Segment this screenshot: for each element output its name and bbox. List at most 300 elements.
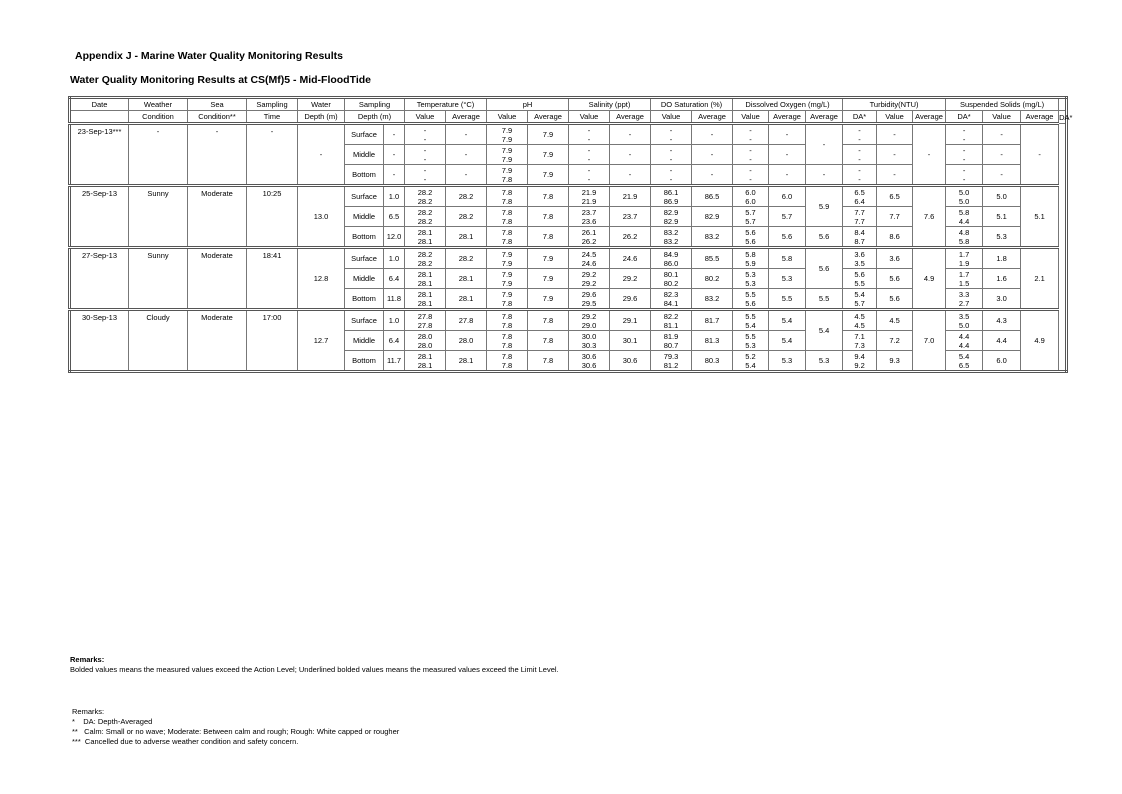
sampling-depth-cell: 6.5 — [384, 207, 405, 227]
temp-average: 27.8 — [446, 310, 487, 331]
do-saturation-values-1: 82.3 — [663, 289, 679, 299]
temp-average: 28.0 — [446, 331, 487, 351]
do-saturation-values — [651, 269, 692, 289]
ph-values-1: 7.8 — [501, 311, 513, 321]
suspended-solids-values-1: 4.4 — [958, 331, 970, 341]
footnote-da: * DA: Depth-Averaged — [72, 717, 153, 726]
water-depth-cell: - — [298, 124, 345, 186]
do-saturation-values — [651, 186, 692, 207]
subheader: Condition — [129, 111, 188, 124]
do-values-2: 5.4 — [745, 360, 756, 370]
table-row — [70, 248, 1067, 269]
do-values-1: 5.7 — [745, 207, 756, 217]
salinity-values — [569, 124, 610, 145]
turbidity-values-1: 8.4 — [854, 227, 865, 237]
suspended-solids-depth-averaged: 2.1 — [1021, 248, 1059, 310]
do-saturation-values-2: - — [669, 174, 673, 184]
ph-values-2: 7.8 — [501, 298, 513, 308]
suspended-solids-values-1: 5.8 — [958, 207, 970, 217]
suspended-solids-values-1: 3.3 — [958, 289, 970, 299]
suspended-solids-average: 1.6 — [983, 269, 1021, 289]
ph-average: 7.8 — [528, 207, 569, 227]
ph-values-2: 7.8 — [501, 340, 513, 350]
header-do-saturation: DO Saturation (%) — [651, 98, 733, 111]
sampling-time-cell: - — [247, 124, 298, 186]
temp-values-2: - — [423, 154, 427, 164]
suspended-solids-average: 5.1 — [983, 207, 1021, 227]
turbidity-values-1: 4.5 — [854, 311, 865, 321]
date-cell: 25-Sep-13 — [70, 186, 129, 248]
temp-values-2: 27.8 — [417, 320, 433, 330]
ph-average: 7.9 — [528, 248, 569, 269]
sampling-level-cell: Bottom — [345, 351, 384, 372]
do-saturation-average: 81.3 — [692, 331, 733, 351]
turbidity-values-2: 6.4 — [854, 196, 865, 206]
temp-values-1: 28.1 — [417, 351, 433, 361]
turbidity-values — [843, 248, 877, 269]
ph-values — [487, 227, 528, 248]
header-dissolved-oxygen: Dissolved Oxygen (mg/L) — [733, 98, 843, 111]
salinity-values-2: 23.6 — [581, 216, 597, 226]
suspended-solids-values-1: - — [962, 125, 966, 135]
do-values-2: 5.3 — [745, 340, 756, 350]
do-saturation-values-2: 80.2 — [663, 278, 679, 288]
do-values-2: 6.0 — [745, 196, 756, 206]
weather-cell: Sunny — [129, 186, 188, 248]
salinity-values — [569, 186, 610, 207]
temp-values-2: 28.2 — [417, 258, 433, 268]
water-quality-table — [68, 96, 1073, 373]
do-saturation-values — [651, 331, 692, 351]
suspended-solids-average: 1.8 — [983, 248, 1021, 269]
turbidity-values-2: 3.5 — [854, 258, 865, 268]
do-values — [733, 207, 769, 227]
temp-values — [405, 351, 446, 372]
turbidity-average: - — [877, 124, 913, 145]
temp-values — [405, 269, 446, 289]
turbidity-values-1: - — [858, 165, 861, 175]
do-saturation-average: 80.3 — [692, 351, 733, 372]
do-values-2: - — [749, 174, 752, 184]
temp-average: 28.1 — [446, 227, 487, 248]
sampling-depth-cell: - — [384, 165, 405, 186]
turbidity-average: - — [877, 165, 913, 186]
sampling-level-cell: Middle — [345, 269, 384, 289]
turbidity-values — [843, 186, 877, 207]
do-values — [733, 145, 769, 165]
temp-values-1: - — [423, 145, 427, 155]
salinity-values-1: 29.2 — [581, 311, 597, 321]
temp-values-1: - — [423, 125, 427, 135]
salinity-values — [569, 289, 610, 310]
salinity-values-1: - — [587, 145, 591, 155]
do-saturation-values-1: 82.2 — [663, 311, 679, 321]
turbidity-values — [843, 310, 877, 331]
salinity-values — [569, 207, 610, 227]
do-values — [733, 310, 769, 331]
do-saturation-values — [651, 248, 692, 269]
subheader: Value — [733, 111, 769, 124]
ph-values-1: 7.8 — [501, 207, 513, 217]
do-saturation-values-1: - — [669, 145, 673, 155]
do-values — [733, 248, 769, 269]
do-values-1: - — [749, 145, 752, 155]
remarks-heading: Remarks: — [70, 655, 105, 664]
temp-average: - — [446, 165, 487, 186]
ph-values — [487, 207, 528, 227]
ph-values-1: 7.8 — [501, 227, 513, 237]
temp-values-1: 28.1 — [417, 227, 433, 237]
salinity-values-1: 23.7 — [581, 207, 597, 217]
ph-values-2: 7.8 — [501, 320, 513, 330]
temp-values-2: 28.2 — [417, 216, 433, 226]
do-saturation-values-1: - — [669, 125, 673, 135]
sampling-level-cell: Bottom — [345, 165, 384, 186]
do-values-2: 5.4 — [745, 320, 756, 330]
subheader: Value — [877, 111, 913, 124]
suspended-solids-values-1: 3.5 — [958, 311, 970, 321]
do-saturation-values-2: - — [669, 134, 673, 144]
do-saturation-average: 82.9 — [692, 207, 733, 227]
salinity-values — [569, 269, 610, 289]
turbidity-values — [843, 289, 877, 310]
subheader: Average — [806, 111, 843, 124]
turbidity-average: 7.7 — [877, 207, 913, 227]
do-saturation-values — [651, 351, 692, 372]
suspended-solids-depth-averaged: - — [1021, 124, 1059, 186]
ph-values-1: 7.9 — [501, 269, 513, 279]
turbidity-values-1: - — [858, 145, 861, 155]
ph-average: 7.8 — [528, 227, 569, 248]
ph-values-2: 7.9 — [501, 258, 513, 268]
turbidity-depth-averaged: 7.6 — [913, 186, 946, 248]
sampling-depth-cell: 1.0 — [384, 186, 405, 207]
salinity-values — [569, 227, 610, 248]
ph-values-1: 7.9 — [501, 165, 513, 175]
water-depth-cell: 12.8 — [298, 248, 345, 310]
suspended-solids-values-2: 4.4 — [958, 340, 970, 350]
turbidity-values-2: - — [858, 174, 861, 184]
suspended-solids-values-1: - — [962, 165, 966, 175]
ph-values-2: 7.8 — [501, 236, 513, 246]
suspended-solids-values-2: - — [962, 134, 966, 144]
ph-values-1: 7.9 — [501, 125, 513, 135]
temp-average: 28.2 — [446, 248, 487, 269]
do-values-2: 5.6 — [745, 298, 756, 308]
temp-values-2: 28.1 — [417, 278, 433, 288]
suspended-solids-values-2: - — [962, 174, 966, 184]
salinity-values-2: 29.0 — [581, 320, 597, 330]
ph-values — [487, 310, 528, 331]
suspended-solids-average: 5.3 — [983, 227, 1021, 248]
do-saturation-values — [651, 124, 692, 145]
salinity-values-2: 26.2 — [581, 236, 597, 246]
ph-values-1: 7.9 — [501, 249, 513, 259]
salinity-values-1: 30.0 — [581, 331, 597, 341]
do-values-2: - — [749, 134, 752, 144]
ph-values — [487, 145, 528, 165]
turbidity-values — [843, 331, 877, 351]
do-saturation-values-1: 81.9 — [663, 331, 679, 341]
temp-average: - — [446, 124, 487, 145]
temp-average: 28.1 — [446, 289, 487, 310]
do-saturation-average: 85.5 — [692, 248, 733, 269]
do-values-1: - — [749, 165, 752, 175]
turbidity-values-2: 9.2 — [854, 360, 865, 370]
suspended-solids-average: - — [983, 124, 1021, 145]
do-saturation-values-1: 83.2 — [663, 227, 679, 237]
sampling-depth-cell: 11.8 — [384, 289, 405, 310]
suspended-solids-values-2: - — [962, 154, 966, 164]
appendix-title: Appendix J - Marine Water Quality Monitoring Results — [75, 50, 343, 62]
do-values-1: 5.2 — [745, 351, 756, 361]
sea-condition-cell: Moderate — [188, 310, 247, 372]
header-turbidity: Turbidity(NTU) — [843, 98, 946, 111]
salinity-values — [569, 248, 610, 269]
salinity-average: 21.9 — [610, 186, 651, 207]
ph-values-1: 7.8 — [501, 331, 513, 341]
do-saturation-values-1: 80.1 — [663, 269, 679, 279]
do-depth-averaged: 5.9 — [806, 186, 843, 227]
do-values-2: 5.6 — [745, 236, 756, 246]
do-values-1: 5.6 — [745, 227, 756, 237]
do-values-2: 5.3 — [745, 278, 756, 288]
ph-average: 7.9 — [528, 145, 569, 165]
do-values — [733, 165, 769, 186]
temp-average: 28.1 — [446, 351, 487, 372]
turbidity-average: 3.6 — [877, 248, 913, 269]
suspended-solids-average: 4.3 — [983, 310, 1021, 331]
turbidity-average: 5.6 — [877, 289, 913, 310]
turbidity-values-2: 7.3 — [854, 340, 865, 350]
temp-values-2: - — [423, 174, 427, 184]
salinity-values — [569, 165, 610, 186]
salinity-average: - — [610, 165, 651, 186]
temp-values-1: 28.2 — [417, 207, 433, 217]
ph-average: 7.8 — [528, 310, 569, 331]
sampling-depth-cell: - — [384, 124, 405, 145]
do-values-2: 5.7 — [745, 216, 756, 226]
sampling-level-cell: Bottom — [345, 227, 384, 248]
temp-values-1: 28.1 — [417, 269, 433, 279]
ph-values-1: 7.8 — [501, 187, 513, 197]
do-saturation-values — [651, 145, 692, 165]
turbidity-values — [843, 351, 877, 372]
header-weather: Weather — [129, 98, 188, 111]
temp-values-1: - — [423, 165, 427, 175]
suspended-solids-average: - — [983, 165, 1021, 186]
turbidity-depth-averaged: 7.0 — [913, 310, 946, 372]
suspended-solids-average: - — [983, 145, 1021, 165]
subheader: Time — [247, 111, 298, 124]
do-saturation-values-1: 86.1 — [663, 187, 679, 197]
salinity-values — [569, 351, 610, 372]
turbidity-values-1: 5.4 — [854, 289, 865, 299]
suspended-solids-values-2: 5.8 — [958, 236, 970, 246]
suspended-solids-values — [946, 310, 983, 331]
salinity-values-2: 29.2 — [581, 278, 597, 288]
turbidity-values-2: 7.7 — [854, 216, 865, 226]
do-saturation-average: 86.5 — [692, 186, 733, 207]
subheader: Condition** — [188, 111, 247, 124]
ph-values — [487, 331, 528, 351]
suspended-solids-values-2: 5.0 — [958, 320, 970, 330]
sampling-depth-cell: 6.4 — [384, 331, 405, 351]
sampling-depth-cell: 1.0 — [384, 248, 405, 269]
turbidity-depth-averaged: 4.9 — [913, 248, 946, 310]
do-values-1: - — [749, 125, 752, 135]
table-row — [70, 124, 1067, 145]
sampling-level-cell: Surface — [345, 248, 384, 269]
sampling-depth-cell: 1.0 — [384, 310, 405, 331]
turbidity-average: 5.6 — [877, 269, 913, 289]
do-values-1: 6.0 — [745, 187, 756, 197]
footnote-sea-condition: ** Calm: Small or no wave; Moderate: Between calm and rough; Rough: White capped or rougher — [72, 727, 400, 736]
suspended-solids-average: 5.0 — [983, 186, 1021, 207]
ph-values-2: 7.8 — [501, 360, 513, 370]
suspended-solids-values — [946, 248, 983, 269]
salinity-values — [569, 145, 610, 165]
do-saturation-values — [651, 310, 692, 331]
do-bottom-value: 5.6 — [806, 227, 843, 248]
temp-values — [405, 207, 446, 227]
sea-condition-cell: Moderate — [188, 248, 247, 310]
do-depth-averaged: 5.4 — [806, 310, 843, 351]
date-cell: 30-Sep-13 — [70, 310, 129, 372]
turbidity-average: 7.2 — [877, 331, 913, 351]
remarks-text: Bolded values means the measured values exceed the Action Level; Underlined bolded values means the measured values exceed the Limit Level. — [70, 665, 559, 674]
salinity-values-2: - — [587, 154, 591, 164]
suspended-solids-values-1: 1.7 — [958, 269, 970, 279]
salinity-values-1: 29.6 — [581, 289, 597, 299]
sampling-level-cell: Surface — [345, 124, 384, 145]
subheader: Value — [983, 111, 1021, 124]
do-average: - — [769, 145, 806, 165]
suspended-solids-values — [946, 269, 983, 289]
temp-values-1: 27.8 — [417, 311, 433, 321]
suspended-solids-depth-averaged: 4.9 — [1021, 310, 1059, 372]
remarks-heading: Remarks: — [72, 707, 105, 716]
turbidity-values-1: - — [858, 125, 861, 135]
table-row — [70, 310, 1067, 331]
subheader: Average — [528, 111, 569, 124]
footnote-cancelled: *** Cancelled due to adverse weather condition and safety concern. — [72, 737, 299, 746]
salinity-values — [569, 310, 610, 331]
turbidity-values — [843, 124, 877, 145]
turbidity-values-1: 7.1 — [854, 331, 865, 341]
do-average: 5.5 — [769, 289, 806, 310]
suspended-solids-values-1: 5.0 — [958, 187, 970, 197]
temp-values-1: 28.1 — [417, 289, 433, 299]
weather-cell: Cloudy — [129, 310, 188, 372]
water-depth-cell: 13.0 — [298, 186, 345, 248]
do-depth-averaged: 5.6 — [806, 248, 843, 289]
salinity-values-1: 26.1 — [581, 227, 597, 237]
sampling-level-cell: Middle — [345, 145, 384, 165]
subheader: Average — [692, 111, 733, 124]
salinity-values-1: - — [587, 125, 591, 135]
salinity-values-2: 21.9 — [581, 196, 597, 206]
suspended-solids-values-1: 1.7 — [958, 249, 970, 259]
header-date: Date — [70, 98, 129, 111]
do-average: 5.6 — [769, 227, 806, 248]
ph-values — [487, 248, 528, 269]
salinity-values-1: - — [587, 165, 591, 175]
suspended-solids-values — [946, 207, 983, 227]
header-ph: pH — [487, 98, 569, 111]
header-row-2 — [70, 111, 1067, 124]
temp-values — [405, 186, 446, 207]
remarks-footnotes — [72, 707, 399, 747]
turbidity-values-2: 4.5 — [854, 320, 865, 330]
turbidity-values-1: 5.6 — [854, 269, 865, 279]
header-sea: Sea — [188, 98, 247, 111]
turbidity-values-1: 6.5 — [854, 187, 865, 197]
header-suspended-solids: Suspended Solids (mg/L) — [946, 98, 1059, 111]
temp-values — [405, 145, 446, 165]
salinity-values-2: - — [587, 134, 591, 144]
ph-average: 7.8 — [528, 186, 569, 207]
remarks-legend — [70, 655, 559, 675]
do-saturation-values-1: 82.9 — [663, 207, 679, 217]
salinity-average: 24.6 — [610, 248, 651, 269]
do-saturation-values-1: 79.3 — [663, 351, 679, 361]
suspended-solids-values — [946, 145, 983, 165]
sampling-time-cell: 17:00 — [247, 310, 298, 372]
suspended-solids-values — [946, 186, 983, 207]
salinity-values-1: 30.6 — [581, 351, 597, 361]
temp-values-1: 28.2 — [417, 187, 433, 197]
water-depth-cell: 12.7 — [298, 310, 345, 372]
turbidity-values — [843, 227, 877, 248]
do-average: 5.3 — [769, 269, 806, 289]
do-average: 5.8 — [769, 248, 806, 269]
subheader: Average — [1021, 111, 1059, 124]
ph-average: 7.9 — [528, 165, 569, 186]
sampling-level-cell: Bottom — [345, 289, 384, 310]
do-values-1: 5.3 — [745, 269, 756, 279]
sampling-depth-cell: 12.0 — [384, 227, 405, 248]
do-bottom-value: 5.5 — [806, 289, 843, 310]
do-values — [733, 331, 769, 351]
do-values-2: - — [749, 154, 752, 164]
do-average: - — [769, 165, 806, 186]
ph-values-2: 7.8 — [501, 196, 513, 206]
suspended-solids-values-2: 1.5 — [958, 278, 970, 288]
do-saturation-values-1: - — [669, 165, 673, 175]
temp-values — [405, 248, 446, 269]
do-saturation-values-2: 86.0 — [663, 258, 679, 268]
ph-values — [487, 351, 528, 372]
weather-cell: Sunny — [129, 248, 188, 310]
turbidity-values-1: 3.6 — [854, 249, 865, 259]
do-average: 5.7 — [769, 207, 806, 227]
temp-values-2: 28.1 — [417, 360, 433, 370]
ph-average: 7.9 — [528, 289, 569, 310]
sampling-time-cell: 18:41 — [247, 248, 298, 310]
do-values-2: 5.9 — [745, 258, 756, 268]
salinity-values-2: 30.6 — [581, 360, 597, 370]
suspended-solids-values-2: 1.9 — [958, 258, 970, 268]
turbidity-values — [843, 207, 877, 227]
salinity-average: 30.1 — [610, 331, 651, 351]
suspended-solids-values — [946, 227, 983, 248]
sampling-level-cell: Surface — [345, 186, 384, 207]
subheader: Value — [569, 111, 610, 124]
do-values — [733, 186, 769, 207]
turbidity-average: 9.3 — [877, 351, 913, 372]
sampling-level-cell: Middle — [345, 207, 384, 227]
